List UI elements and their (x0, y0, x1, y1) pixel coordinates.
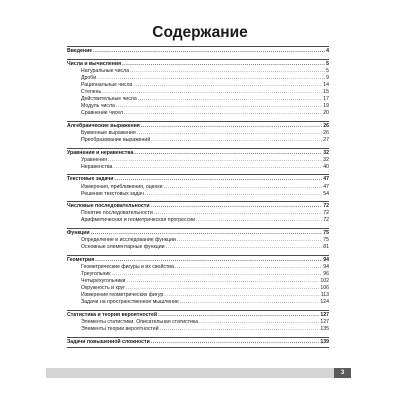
toc-section-heading (67, 176, 329, 183)
dot-leader (180, 299, 320, 306)
dot-leader (141, 123, 322, 130)
toc-entry-label: Натуральные числа (81, 67, 130, 74)
toc-entry-label: Четырёхугольники (81, 278, 126, 285)
toc-section-heading (67, 312, 329, 319)
toc-section-heading-label: Текстовые задачи (67, 176, 114, 183)
toc-entry-label: Измерение геометрических фигур (81, 292, 164, 299)
toc-entry-label: Понятие последовательности (81, 210, 153, 217)
dot-leader (138, 96, 323, 103)
toc-entry-label: Треугольник (81, 270, 111, 277)
dot-leader (166, 244, 323, 251)
toc-entry-page: 96 (323, 270, 329, 277)
toc-entry-label: Геометрические фигуры и их свойства (81, 263, 174, 270)
toc-entry-page: 124 (320, 299, 329, 306)
dot-leader (158, 312, 319, 319)
toc-entry-label: Измерения, приближения, оценки (81, 183, 163, 190)
table-of-contents (67, 46, 329, 351)
dot-leader (177, 237, 322, 244)
toc-section (67, 148, 329, 171)
toc-section-heading-page: 72 (323, 203, 329, 210)
toc-section-heading-label: Уравнения и неравенства (67, 149, 134, 156)
toc-section-heading-page: 5 (326, 60, 329, 67)
toc-entry-page: 14 (323, 81, 329, 88)
footer-bar (46, 368, 351, 378)
toc-entry-label: Основные элементарные функции (81, 244, 165, 251)
dot-leader (126, 285, 319, 292)
toc-entry-label: Задачи на пространственное мышление (81, 299, 179, 306)
dot-leader (164, 184, 323, 191)
toc-section (67, 201, 329, 224)
dot-leader (133, 82, 322, 89)
toc-entry-label: Элементы статистики. Описательная статистика (81, 319, 199, 325)
dot-leader (196, 217, 322, 224)
dot-leader (97, 75, 325, 82)
toc-section (67, 59, 329, 118)
dot-leader (93, 48, 325, 55)
toc-entry-page: 94 (323, 263, 329, 270)
toc-entry-label: Неравенства (81, 163, 113, 170)
toc-section (67, 255, 329, 307)
toc-entry-page: 135 (320, 326, 329, 333)
dot-leader (122, 61, 325, 68)
dot-leader (164, 292, 319, 299)
toc-entry (67, 285, 329, 292)
toc-section-heading-page: 127 (320, 311, 329, 318)
dot-leader (112, 271, 323, 278)
toc-entry-label: Окружность и круг (81, 285, 126, 292)
toc-entry-page: 113 (320, 292, 329, 299)
toc-entry (67, 278, 329, 285)
dot-leader (130, 68, 325, 75)
toc-entry (67, 244, 329, 251)
toc-entry (67, 96, 329, 103)
toc-entry (67, 130, 329, 137)
toc-section-heading-page: 26 (323, 122, 329, 129)
dot-leader (175, 264, 322, 271)
toc-entry-label: Определение и исследование функции (81, 237, 176, 244)
toc-entry (67, 110, 329, 117)
toc-section-heading (67, 123, 329, 130)
dot-leader (91, 230, 323, 237)
toc-entry (67, 191, 329, 198)
toc-section-heading-page: 94 (323, 256, 329, 263)
dot-leader (151, 203, 323, 210)
toc-entry-page: 15 (323, 88, 329, 95)
toc-section-heading-label: Введение (67, 48, 93, 54)
dot-leader (151, 339, 320, 346)
dot-leader (151, 137, 322, 144)
dot-leader (137, 130, 323, 137)
toc-section-heading-label: Числовые последовательности (67, 203, 150, 210)
toc-entry (67, 264, 329, 271)
toc-entry-page: 9 (326, 74, 329, 81)
toc-entry-page: 47 (323, 183, 329, 190)
toc-section-heading-label: Задачи повышенной сложности (67, 338, 150, 345)
toc-section-heading (67, 203, 329, 210)
toc-section-heading (67, 150, 329, 157)
toc-section-heading-page: 139 (320, 338, 329, 345)
toc-entry (67, 292, 329, 299)
toc-entry-label: Элементы теории вероятностей (81, 326, 159, 333)
dot-leader (126, 278, 319, 285)
toc-section-heading-page: 75 (323, 229, 329, 236)
toc-entry-label: Степень (81, 88, 102, 95)
toc-entry-page: 75 (323, 237, 329, 244)
toc-entry (67, 217, 329, 224)
dot-leader (116, 103, 322, 110)
toc-section-heading (67, 230, 329, 237)
toc-entry (67, 89, 329, 96)
toc-section-heading-page: 4 (326, 48, 329, 54)
toc-section-heading-page: 32 (323, 149, 329, 156)
toc-entry-label: Уравнения (81, 156, 107, 163)
toc-section-heading-label: Статистика и теория вероятностей (67, 311, 158, 318)
toc-entry (67, 271, 329, 278)
toc-section (67, 174, 329, 197)
toc-section-heading-page: 47 (323, 176, 329, 183)
toc-entry-page: 106 (320, 285, 329, 292)
toc-entry-page: 81 (323, 244, 329, 251)
toc-entry-label: Арифметическая и геометрическая прогрессии (81, 217, 196, 224)
toc-section (67, 46, 329, 55)
toc-entry-page: 5 (326, 67, 329, 74)
toc-section-heading (67, 48, 329, 55)
toc-section-heading-label: Числа и вычисления (67, 60, 122, 67)
toc-entry (67, 184, 329, 191)
toc-section (67, 337, 329, 348)
toc-entry-page: 40 (323, 163, 329, 170)
toc-entry (67, 164, 329, 171)
toc-section (67, 228, 329, 251)
dot-leader (102, 89, 322, 96)
toc-entry-label: Рациональные числа (81, 81, 133, 88)
toc-entry (67, 82, 329, 89)
toc-entry-page: 54 (323, 190, 329, 197)
toc-entry-label: Сравнение чисел (81, 110, 124, 117)
toc-entry (67, 137, 329, 144)
toc-entry-page: 102 (320, 278, 329, 285)
toc-entry-page: 32 (323, 156, 329, 163)
toc-entry (67, 326, 329, 333)
dot-leader (113, 164, 322, 171)
toc-entry-label: Буквенные выражения (81, 129, 136, 136)
toc-section-heading (67, 257, 329, 264)
dot-leader (199, 319, 319, 326)
toc-entry-page: 26 (323, 129, 329, 136)
toc-entry-page: 20 (323, 110, 329, 117)
toc-entry-page: 72 (323, 210, 329, 217)
toc-entry-label: Модуль числа (81, 103, 115, 110)
dot-leader (95, 257, 322, 264)
toc-entry (67, 210, 329, 217)
toc-section-heading-label: Геометрия (67, 256, 95, 263)
toc-entry-page: 17 (323, 96, 329, 103)
toc-entry (67, 157, 329, 164)
dot-leader (154, 210, 322, 217)
toc-section (67, 121, 329, 144)
dot-leader (134, 150, 322, 157)
toc-entry-page: 27 (323, 137, 329, 144)
toc-section-heading (67, 61, 329, 68)
toc-section-heading-label: Алгебраические выражения (67, 122, 140, 129)
dot-leader (145, 191, 322, 198)
dot-leader (108, 157, 322, 164)
dot-leader (160, 326, 320, 333)
toc-entry (67, 237, 329, 244)
toc-entry (67, 75, 329, 82)
page-title: Содержание (152, 24, 248, 41)
dot-leader (114, 176, 322, 183)
toc-entry-label: Действительные числа (81, 96, 137, 103)
toc-entry-page: 127 (320, 319, 329, 325)
page-number: 3 (334, 368, 351, 378)
toc-entry-page: 19 (323, 103, 329, 110)
dot-leader (124, 110, 322, 117)
toc-section-heading-label: Функции (67, 229, 90, 236)
toc-section (67, 310, 329, 333)
toc-entry (67, 103, 329, 110)
toc-entry-label: Преобразование выражений (81, 137, 151, 144)
toc-entry (67, 68, 329, 75)
toc-section-heading (67, 339, 329, 346)
toc-entry-label: Решение текстовых задач (81, 190, 144, 197)
toc-entry-label: Дроби (81, 74, 97, 81)
toc-entry-page: 72 (323, 217, 329, 224)
toc-entry (67, 299, 329, 306)
